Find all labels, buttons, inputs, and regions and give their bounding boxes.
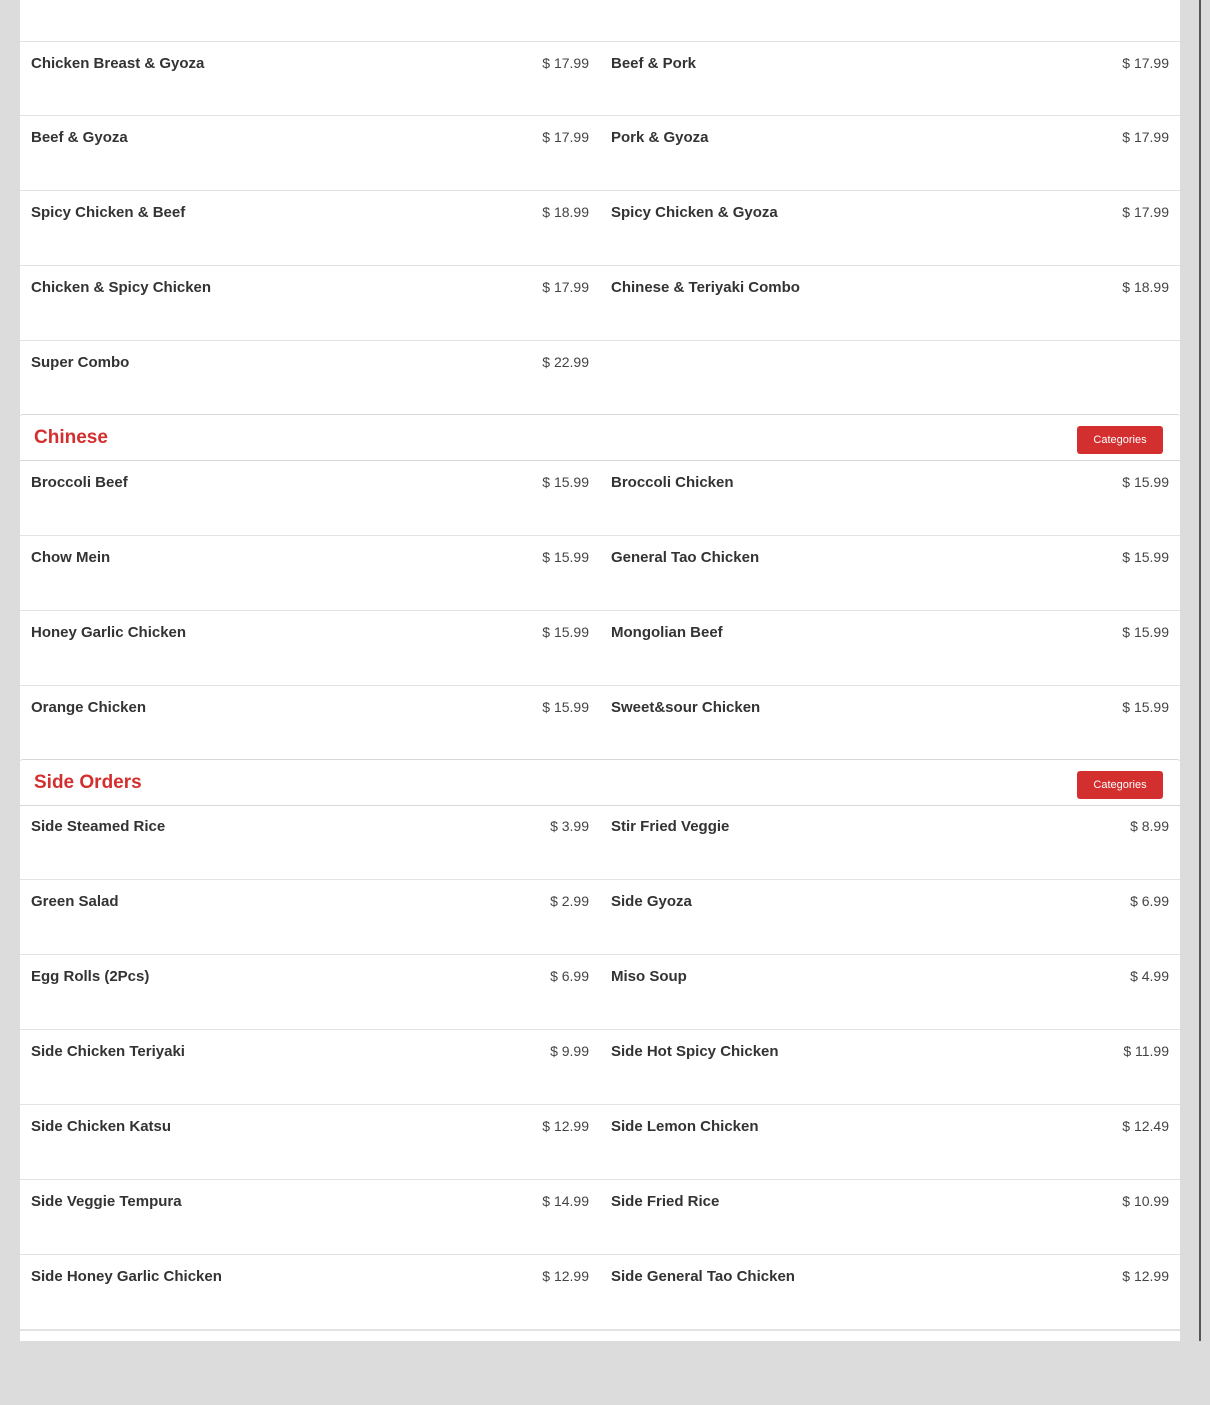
menu-item[interactable]: [20, 461, 600, 536]
categories-button[interactable]: Categories: [1077, 426, 1163, 454]
menu-item-name: Side Hot Spicy Chicken: [611, 1043, 779, 1060]
menu-item[interactable]: [600, 880, 1180, 955]
menu-item-price: $ 15.99: [1122, 699, 1169, 715]
menu-item-price: $ 14.99: [542, 1193, 589, 1209]
menu-item-price: $ 12.99: [542, 1118, 589, 1134]
menu-item-name: Spicy Chicken & Gyoza: [611, 204, 778, 221]
menu-item-name: Mongolian Beef: [611, 624, 723, 641]
menu-item[interactable]: [600, 1180, 1180, 1255]
menu-item-price: $ 15.99: [542, 549, 589, 565]
menu-item-name: Chow Mein: [31, 549, 111, 566]
menu-item[interactable]: [600, 116, 1180, 191]
menu-item-price: $ 12.99: [542, 1268, 589, 1284]
menu-item[interactable]: [20, 1030, 600, 1105]
menu-item[interactable]: [600, 536, 1180, 611]
menu-item-price: $ 17.99: [1122, 129, 1169, 145]
menu-item-name: Pork & Gyoza: [611, 129, 709, 146]
menu-item-name: Egg Rolls (2Pcs): [31, 968, 150, 985]
menu-item[interactable]: [600, 461, 1180, 536]
categories-button[interactable]: Categories: [1077, 771, 1163, 799]
menu-item[interactable]: [600, 686, 1180, 761]
menu-item-price: $ 17.99: [542, 129, 589, 145]
menu-item-price: $ 17.99: [542, 55, 589, 71]
menu-item-name: Spicy Chicken & Beef: [31, 204, 186, 221]
menu-item-name: Honey Garlic Chicken: [31, 624, 187, 641]
side-orders-section-header: [20, 759, 1180, 806]
menu-item[interactable]: [20, 536, 600, 611]
section-title-side-orders: Side Orders: [34, 772, 142, 793]
menu-item-price: $ 15.99: [542, 699, 589, 715]
menu-item[interactable]: [20, 191, 600, 266]
menu-item[interactable]: [20, 116, 600, 191]
menu-item[interactable]: [600, 805, 1180, 880]
menu-item-name: Chinese & Teriyaki Combo: [611, 279, 800, 296]
chinese-section-header: [20, 414, 1180, 461]
menu-item[interactable]: [20, 266, 600, 341]
menu-item-name: Chicken Breast & Gyoza: [31, 55, 205, 72]
menu-item[interactable]: [20, 880, 600, 955]
menu-item-price: $ 17.99: [1122, 55, 1169, 71]
menu-item-price: $ 18.99: [1122, 279, 1169, 295]
menu-item-name: Side Fried Rice: [611, 1193, 720, 1210]
menu-item[interactable]: [600, 1030, 1180, 1105]
menu-item-name: Super Combo: [31, 354, 130, 371]
menu-item[interactable]: [600, 191, 1180, 266]
menu-item-price: $ 11.99: [1123, 1043, 1169, 1059]
menu-item[interactable]: [20, 41, 600, 116]
menu-item[interactable]: [600, 1255, 1180, 1330]
menu-item-price: $ 4.99: [1130, 968, 1169, 984]
menu-item[interactable]: [600, 41, 1180, 116]
menu-item-name: Side General Tao Chicken: [611, 1268, 795, 1285]
menu-item-name: Green Salad: [31, 893, 119, 910]
menu-item-name: Side Gyoza: [611, 893, 692, 910]
menu-item[interactable]: [20, 955, 600, 1030]
menu-item[interactable]: [20, 1180, 600, 1255]
menu-item-name: Stir Fried Veggie: [611, 818, 730, 835]
scrollbar[interactable]: [1199, 0, 1201, 1341]
menu-item-name: Side Chicken Teriyaki: [31, 1043, 185, 1060]
menu-item-name: Side Veggie Tempura: [31, 1193, 182, 1210]
menu-item-price: $ 22.99: [542, 354, 589, 370]
menu-item[interactable]: [20, 341, 600, 416]
menu-item[interactable]: [600, 611, 1180, 686]
menu-item-name: Beef & Gyoza: [31, 129, 128, 146]
menu-item-price: $ 10.99: [1122, 1193, 1169, 1209]
menu-item-name: Broccoli Chicken: [611, 474, 734, 491]
menu-item-name: Chicken & Spicy Chicken: [31, 279, 212, 296]
menu-item-price: $ 17.99: [1122, 204, 1169, 220]
menu-item-price: $ 12.49: [1122, 1118, 1169, 1134]
menu-item-name: Side Lemon Chicken: [611, 1118, 759, 1135]
section-title-chinese: Chinese: [34, 427, 108, 448]
menu-item-price: $ 15.99: [1122, 549, 1169, 565]
menu-item[interactable]: [20, 1105, 600, 1180]
menu-item-price: $ 15.99: [542, 474, 589, 490]
menu-item-price: $ 8.99: [1130, 818, 1169, 834]
menu-item-name: Miso Soup: [611, 968, 687, 985]
menu-item[interactable]: [600, 266, 1180, 341]
menu-item-price: $ 15.99: [542, 624, 589, 640]
menu-item-price: $ 17.99: [542, 279, 589, 295]
menu-item[interactable]: [600, 1105, 1180, 1180]
menu-page: [20, 0, 1180, 1341]
menu-item-price: $ 6.99: [550, 968, 589, 984]
menu-item-price: $ 6.99: [1130, 893, 1169, 909]
menu-item-name: Side Steamed Rice: [31, 818, 166, 835]
menu-item-partial[interactable]: [20, 1330, 1180, 1405]
menu-item-price: $ 15.99: [1122, 624, 1169, 640]
menu-item[interactable]: [20, 805, 600, 880]
menu-item-name: Side Chicken Katsu: [31, 1118, 172, 1135]
menu-item[interactable]: [20, 1255, 600, 1330]
menu-item-name: Beef & Pork: [611, 55, 697, 72]
menu-item-name: General Tao Chicken: [611, 549, 760, 566]
menu-item-name: Orange Chicken: [31, 699, 147, 716]
menu-item-name: Side Honey Garlic Chicken: [31, 1268, 222, 1285]
menu-item[interactable]: [600, 955, 1180, 1030]
menu-item-price: $ 15.99: [1122, 474, 1169, 490]
menu-item[interactable]: [20, 686, 600, 761]
menu-item-name: Broccoli Beef: [31, 474, 128, 491]
menu-item-name: Sweet&sour Chicken: [611, 699, 761, 716]
menu-item[interactable]: [20, 611, 600, 686]
menu-item-price: $ 18.99: [542, 204, 589, 220]
menu-item-price: $ 9.99: [550, 1043, 589, 1059]
menu-item-price: $ 12.99: [1122, 1268, 1169, 1284]
menu-item-price: $ 2.99: [550, 893, 589, 909]
menu-item-price: $ 3.99: [550, 818, 589, 834]
